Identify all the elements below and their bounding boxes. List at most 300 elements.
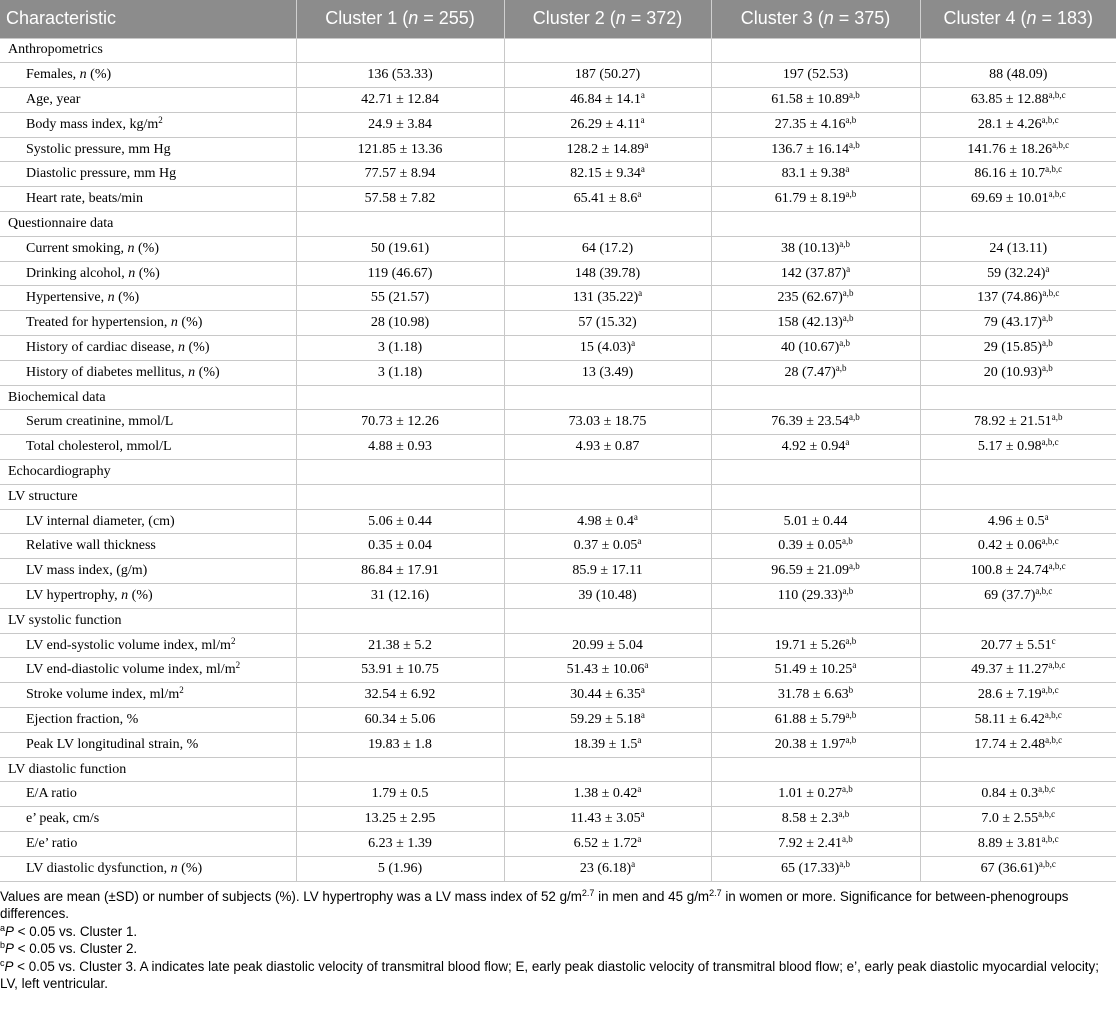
row-label-text: LV diastolic dysfunction, bbox=[26, 860, 171, 876]
cell-cluster-3 bbox=[711, 435, 920, 460]
significance-marker: a,b bbox=[1042, 337, 1053, 348]
significance-marker: a bbox=[644, 660, 649, 671]
row-label bbox=[0, 832, 296, 857]
cell-value: 39 (10.48) bbox=[578, 587, 637, 603]
cell-cluster-1 bbox=[296, 236, 504, 261]
significance-marker: a,b,c bbox=[1035, 585, 1053, 596]
cell-cluster-3 bbox=[711, 633, 920, 658]
cell-value: 27.35 ± 4.16 bbox=[774, 116, 846, 132]
section-row bbox=[0, 757, 1116, 782]
row-label-suffix: (%) bbox=[177, 860, 203, 876]
row-label bbox=[0, 112, 296, 137]
cell-value: 5.17 ± 0.98 bbox=[977, 439, 1042, 455]
cell-cluster-2 bbox=[504, 286, 711, 311]
cell-value: 1.38 ± 0.42 bbox=[573, 786, 638, 802]
cell-value: 50 (19.61) bbox=[370, 240, 430, 256]
table-row bbox=[0, 633, 1116, 658]
cell-cluster-2 bbox=[504, 807, 711, 832]
cell-cluster-1 bbox=[296, 856, 504, 881]
row-label-text: Biochemical data bbox=[8, 389, 106, 405]
row-label-suffix: (%) bbox=[114, 290, 140, 306]
header-cluster-2 bbox=[504, 0, 711, 38]
cell-cluster-1 bbox=[296, 311, 504, 336]
cell-cluster-4 bbox=[920, 187, 1116, 212]
row-label-text: Treated for hypertension, bbox=[26, 315, 171, 331]
table-row bbox=[0, 137, 1116, 162]
header-cluster-3 bbox=[711, 0, 920, 38]
section-row bbox=[0, 38, 1116, 63]
cell-value: 24 (13.11) bbox=[989, 240, 1048, 256]
table-row bbox=[0, 509, 1116, 534]
cell-cluster-1 bbox=[296, 187, 504, 212]
cell-value: 55 (21.57) bbox=[370, 290, 430, 306]
cell-value: 235 (62.67) bbox=[777, 290, 843, 306]
cell-cluster-3 bbox=[711, 584, 920, 609]
cell-cluster-2 bbox=[504, 608, 711, 633]
significance-marker: a,b bbox=[848, 139, 860, 150]
cell-cluster-2 bbox=[504, 336, 711, 361]
significance-marker: a,b,c bbox=[1041, 536, 1059, 547]
cell-cluster-1 bbox=[296, 162, 504, 187]
cell-cluster-2 bbox=[504, 236, 711, 261]
significance-marker: a bbox=[637, 833, 642, 844]
table-row bbox=[0, 658, 1116, 683]
significance-marker: a,b bbox=[835, 362, 847, 373]
cell-cluster-2 bbox=[504, 38, 711, 63]
cell-cluster-2 bbox=[504, 63, 711, 88]
cell-value: 21.38 ± 5.2 bbox=[368, 637, 432, 653]
cell-cluster-4 bbox=[920, 460, 1116, 485]
footnote-p: P bbox=[5, 941, 14, 957]
cell-value: 88 (48.09) bbox=[989, 67, 1048, 83]
header-cluster-label: Cluster 1 ( bbox=[325, 8, 409, 29]
row-label-text: Diastolic pressure, mm Hg bbox=[26, 166, 177, 182]
cell-value: 1.79 ± 0.5 bbox=[371, 786, 429, 802]
cell-value: 24.9 ± 3.84 bbox=[368, 116, 432, 132]
row-label-text: LV internal diameter, (cm) bbox=[26, 513, 175, 529]
significance-marker: a bbox=[637, 536, 642, 547]
cell-value: 40 (10.67) bbox=[780, 339, 840, 355]
significance-marker: a,b,c bbox=[1038, 858, 1056, 869]
table-row bbox=[0, 856, 1116, 881]
table-row bbox=[0, 559, 1116, 584]
cell-value: 31 (12.16) bbox=[370, 587, 430, 603]
cell-cluster-1 bbox=[296, 212, 504, 237]
cell-value: 119 (46.67) bbox=[367, 265, 433, 281]
cell-cluster-2 bbox=[504, 584, 711, 609]
cell-cluster-1 bbox=[296, 38, 504, 63]
header-cluster-label: Cluster 2 ( bbox=[532, 8, 616, 29]
row-label-text: Age, year bbox=[26, 91, 81, 107]
table-row bbox=[0, 336, 1116, 361]
significance-marker: c bbox=[1051, 635, 1056, 646]
cell-value: 19.71 ± 5.26 bbox=[774, 637, 846, 653]
cell-value: 83.1 ± 9.38 bbox=[781, 166, 846, 182]
row-label-suffix: (%) bbox=[135, 265, 160, 281]
row-label bbox=[0, 187, 296, 212]
cell-value: 3 (1.18) bbox=[377, 339, 423, 355]
cell-value: 4.92 ± 0.94 bbox=[781, 439, 846, 455]
row-label-exponent: 2 bbox=[235, 660, 241, 671]
cell-cluster-1 bbox=[296, 633, 504, 658]
cell-value: 31.78 ± 6.63 bbox=[777, 687, 849, 703]
table-row bbox=[0, 286, 1116, 311]
cell-cluster-4 bbox=[920, 212, 1116, 237]
cell-cluster-2 bbox=[504, 708, 711, 733]
footnote-c bbox=[0, 958, 1114, 993]
cell-cluster-1 bbox=[296, 460, 504, 485]
cell-cluster-3 bbox=[711, 88, 920, 113]
cell-cluster-4 bbox=[920, 757, 1116, 782]
cell-value: 57.58 ± 7.82 bbox=[364, 191, 436, 207]
cell-value: 0.35 ± 0.04 bbox=[368, 538, 432, 554]
significance-marker: a,b,c bbox=[1048, 561, 1066, 572]
cell-cluster-3 bbox=[711, 360, 920, 385]
significance-marker: a,b,c bbox=[1045, 734, 1063, 745]
cell-value: 67 (36.61) bbox=[980, 860, 1039, 876]
cell-value: 29 (15.85) bbox=[983, 339, 1043, 355]
cell-value: 197 (52.53) bbox=[782, 67, 849, 83]
cell-value: 158 (42.13) bbox=[777, 315, 843, 331]
header-cluster-4 bbox=[920, 0, 1116, 38]
footnote-a bbox=[0, 923, 1114, 941]
row-label bbox=[0, 435, 296, 460]
row-label-exponent: 2 bbox=[158, 114, 163, 125]
significance-marker: a bbox=[637, 734, 642, 745]
cell-cluster-1 bbox=[296, 112, 504, 137]
cell-cluster-1 bbox=[296, 360, 504, 385]
cell-value: 77.57 ± 8.94 bbox=[364, 166, 436, 182]
significance-marker: a bbox=[637, 784, 642, 795]
table-row bbox=[0, 435, 1116, 460]
row-label bbox=[0, 286, 296, 311]
cell-cluster-1 bbox=[296, 435, 504, 460]
significance-marker: a,b,c bbox=[1048, 89, 1066, 100]
cell-cluster-4 bbox=[920, 112, 1116, 137]
cell-cluster-3 bbox=[711, 708, 920, 733]
cell-value: 0.37 ± 0.05 bbox=[573, 538, 638, 554]
cell-value: 59 (32.24) bbox=[987, 265, 1046, 281]
significance-marker: a bbox=[640, 89, 645, 100]
header-cluster-label: Cluster 3 ( bbox=[740, 8, 824, 29]
table-row bbox=[0, 88, 1116, 113]
row-label-text: Females, bbox=[26, 67, 80, 83]
cell-cluster-4 bbox=[920, 633, 1116, 658]
significance-marker: a bbox=[852, 660, 857, 671]
cell-cluster-4 bbox=[920, 162, 1116, 187]
row-label-text: History of cardiac disease, bbox=[26, 339, 178, 355]
cell-cluster-3 bbox=[711, 856, 920, 881]
cell-cluster-3 bbox=[711, 38, 920, 63]
cell-cluster-3 bbox=[711, 807, 920, 832]
row-label bbox=[0, 608, 296, 633]
cell-cluster-1 bbox=[296, 261, 504, 286]
cell-value: 61.79 ± 8.19 bbox=[774, 191, 846, 207]
row-label-text: Questionnaire data bbox=[8, 215, 114, 231]
footnote-exponent: 2.7 bbox=[709, 887, 722, 898]
significance-marker: a bbox=[633, 511, 638, 522]
row-label-italic: n bbox=[188, 364, 196, 380]
row-label bbox=[0, 261, 296, 286]
significance-marker: a,b bbox=[842, 313, 854, 324]
significance-marker: a,b bbox=[1042, 362, 1053, 373]
cell-cluster-1 bbox=[296, 286, 504, 311]
cell-cluster-4 bbox=[920, 608, 1116, 633]
row-label-italic: n bbox=[79, 67, 87, 83]
significance-marker: a bbox=[631, 337, 636, 348]
cell-cluster-4 bbox=[920, 807, 1116, 832]
cell-value: 5.01 ± 0.44 bbox=[783, 513, 848, 529]
row-label-text: Current smoking, bbox=[26, 240, 128, 256]
cell-cluster-2 bbox=[504, 112, 711, 137]
row-label bbox=[0, 460, 296, 485]
row-label bbox=[0, 584, 296, 609]
significance-marker: a bbox=[640, 685, 645, 696]
row-label bbox=[0, 534, 296, 559]
cell-cluster-4 bbox=[920, 435, 1116, 460]
cell-value: 73.03 ± 18.75 bbox=[568, 414, 647, 430]
cell-value: 15 (4.03) bbox=[579, 339, 632, 355]
row-label-italic: n bbox=[127, 240, 135, 256]
cell-cluster-4 bbox=[920, 534, 1116, 559]
significance-marker: a,b bbox=[848, 561, 860, 572]
cell-cluster-4 bbox=[920, 683, 1116, 708]
cell-value: 148 (39.78) bbox=[574, 265, 641, 281]
footnote-text: < 0.05 vs. Cluster 3. A indicates late peak diastolic velocity of transmitral blood flow; E, early peak diastolic velocity of transmitral blood flow; e’, early peak diastolic myocardial velocity; LV, left ventricular. bbox=[0, 958, 1099, 992]
row-label-text: Stroke volume index, ml/m bbox=[26, 687, 180, 703]
significance-marker: a,b bbox=[839, 858, 851, 869]
cell-cluster-4 bbox=[920, 658, 1116, 683]
cell-value: 0.39 ± 0.05 bbox=[778, 538, 842, 554]
cell-cluster-4 bbox=[920, 311, 1116, 336]
table-row bbox=[0, 708, 1116, 733]
cell-cluster-1 bbox=[296, 534, 504, 559]
cell-value: 65.41 ± 8.6 bbox=[573, 191, 638, 207]
row-label bbox=[0, 88, 296, 113]
row-label bbox=[0, 385, 296, 410]
cell-cluster-3 bbox=[711, 286, 920, 311]
table-row bbox=[0, 410, 1116, 435]
cell-value: 61.88 ± 5.79 bbox=[774, 711, 846, 727]
cell-cluster-4 bbox=[920, 385, 1116, 410]
row-label bbox=[0, 410, 296, 435]
header-n-symbol: n bbox=[615, 8, 626, 29]
cell-cluster-3 bbox=[711, 782, 920, 807]
cell-cluster-2 bbox=[504, 385, 711, 410]
significance-marker: b bbox=[848, 685, 854, 696]
cell-value: 121.85 ± 13.36 bbox=[357, 141, 443, 157]
row-label-suffix: (%) bbox=[185, 339, 210, 355]
significance-marker: a,b,c bbox=[1044, 709, 1062, 720]
cell-cluster-3 bbox=[711, 832, 920, 857]
cell-cluster-4 bbox=[920, 782, 1116, 807]
cell-cluster-1 bbox=[296, 484, 504, 509]
section-row bbox=[0, 212, 1116, 237]
cell-value: 20.38 ± 1.97 bbox=[774, 736, 846, 752]
row-label-text: Drinking alcohol, bbox=[26, 265, 129, 281]
significance-marker: a,b bbox=[848, 412, 860, 423]
row-label-text: Body mass index, kg/m bbox=[26, 116, 159, 132]
footnote-marker: a bbox=[0, 922, 6, 933]
significance-marker: a,b bbox=[841, 536, 853, 547]
row-label bbox=[0, 162, 296, 187]
header-cluster-1 bbox=[296, 0, 504, 38]
significance-marker: a,b bbox=[841, 784, 853, 795]
cell-value: 57 (15.32) bbox=[578, 315, 637, 331]
cell-cluster-1 bbox=[296, 63, 504, 88]
significance-marker: a bbox=[640, 809, 645, 820]
header-n-value: = 375) bbox=[833, 8, 891, 29]
table-row bbox=[0, 311, 1116, 336]
cell-value: 13.25 ± 2.95 bbox=[364, 811, 436, 827]
row-label-italic: n bbox=[178, 339, 185, 355]
row-label-italic: n bbox=[170, 315, 178, 331]
cell-cluster-1 bbox=[296, 683, 504, 708]
cell-value: 65 (17.33) bbox=[780, 860, 840, 876]
cell-value: 69 (37.7) bbox=[984, 587, 1036, 603]
cell-cluster-2 bbox=[504, 534, 711, 559]
cell-value: 51.49 ± 10.25 bbox=[774, 662, 853, 678]
cell-value: 59.29 ± 5.18 bbox=[570, 711, 641, 727]
significance-marker: a bbox=[1045, 263, 1050, 274]
footnote-text: < 0.05 vs. Cluster 2. bbox=[13, 941, 138, 957]
cell-cluster-4 bbox=[920, 137, 1116, 162]
section-row bbox=[0, 484, 1116, 509]
cell-cluster-4 bbox=[920, 336, 1116, 361]
cell-value: 128.2 ± 14.89 bbox=[566, 141, 645, 157]
row-label-text: Echocardiography bbox=[8, 463, 111, 479]
cell-cluster-2 bbox=[504, 187, 711, 212]
header-n-symbol: n bbox=[823, 8, 834, 29]
table-row bbox=[0, 732, 1116, 757]
cell-cluster-2 bbox=[504, 212, 711, 237]
cell-cluster-4 bbox=[920, 261, 1116, 286]
cell-value: 13 (3.49) bbox=[581, 364, 634, 380]
cell-cluster-3 bbox=[711, 112, 920, 137]
row-label-text: LV diastolic function bbox=[8, 761, 127, 777]
cell-cluster-1 bbox=[296, 608, 504, 633]
cell-cluster-3 bbox=[711, 261, 920, 286]
row-label-suffix: (%) bbox=[195, 364, 220, 380]
cell-value: 4.93 ± 0.87 bbox=[575, 439, 640, 455]
significance-marker: a,b,c bbox=[1038, 784, 1056, 795]
cell-value: 76.39 ± 23.54 bbox=[771, 414, 849, 430]
cell-value: 53.91 ± 10.75 bbox=[361, 662, 439, 678]
table-footnotes bbox=[0, 882, 1116, 993]
cell-value: 58.11 ± 6.42 bbox=[974, 711, 1045, 727]
row-label-text: Hypertensive, bbox=[26, 290, 108, 306]
cell-value: 6.23 ± 1.39 bbox=[368, 835, 432, 851]
table-body bbox=[0, 38, 1116, 881]
cell-cluster-4 bbox=[920, 360, 1116, 385]
cell-cluster-3 bbox=[711, 311, 920, 336]
cell-value: 26.29 ± 4.11 bbox=[570, 116, 641, 132]
significance-marker: a,b,c bbox=[1041, 114, 1059, 125]
significance-marker: a bbox=[638, 288, 643, 299]
cell-value: 28 (7.47) bbox=[784, 364, 836, 380]
significance-marker: a,b bbox=[845, 114, 857, 125]
cell-cluster-3 bbox=[711, 63, 920, 88]
row-label bbox=[0, 559, 296, 584]
row-label-italic: n bbox=[128, 265, 136, 281]
row-label bbox=[0, 732, 296, 757]
row-label bbox=[0, 509, 296, 534]
cell-cluster-2 bbox=[504, 137, 711, 162]
cell-cluster-1 bbox=[296, 658, 504, 683]
row-label bbox=[0, 856, 296, 881]
row-label bbox=[0, 708, 296, 733]
cell-cluster-3 bbox=[711, 757, 920, 782]
table-row bbox=[0, 584, 1116, 609]
row-label-text: LV systolic function bbox=[8, 612, 122, 628]
cell-value: 1.01 ± 0.27 bbox=[778, 786, 842, 802]
row-label-italic: n bbox=[121, 587, 129, 603]
row-label bbox=[0, 683, 296, 708]
row-label bbox=[0, 236, 296, 261]
significance-marker: a,b,c bbox=[1048, 660, 1066, 671]
row-label-text: E/A ratio bbox=[26, 786, 77, 802]
cell-value: 18.39 ± 1.5 bbox=[573, 736, 638, 752]
significance-marker: a,b,c bbox=[1045, 164, 1063, 175]
significance-marker: a,b,c bbox=[1041, 685, 1059, 696]
table-header bbox=[0, 0, 1116, 38]
cell-value: 28 (10.98) bbox=[370, 315, 430, 331]
cell-cluster-1 bbox=[296, 336, 504, 361]
cell-cluster-2 bbox=[504, 261, 711, 286]
cell-cluster-3 bbox=[711, 509, 920, 534]
table-row bbox=[0, 187, 1116, 212]
cell-cluster-2 bbox=[504, 360, 711, 385]
cell-value: 20 (10.93) bbox=[983, 364, 1043, 380]
significance-marker: a,b bbox=[848, 89, 860, 100]
cell-value: 23 (6.18) bbox=[579, 860, 632, 876]
cell-value: 51.43 ± 10.06 bbox=[566, 662, 645, 678]
cell-cluster-3 bbox=[711, 137, 920, 162]
cell-cluster-2 bbox=[504, 484, 711, 509]
cell-cluster-4 bbox=[920, 509, 1116, 534]
row-label-exponent: 2 bbox=[230, 635, 236, 646]
significance-marker: a bbox=[637, 189, 642, 200]
cell-value: 137 (74.86) bbox=[977, 290, 1043, 306]
cell-cluster-1 bbox=[296, 88, 504, 113]
significance-marker: a,b bbox=[845, 635, 857, 646]
cell-value: 86.16 ± 10.7 bbox=[974, 166, 1046, 182]
row-label-text: LV end-diastolic volume index, ml/m bbox=[26, 662, 236, 678]
cell-value: 69.69 ± 10.01 bbox=[970, 191, 1049, 207]
significance-marker: a,b bbox=[845, 709, 857, 720]
cell-cluster-2 bbox=[504, 509, 711, 534]
table-row bbox=[0, 832, 1116, 857]
row-label bbox=[0, 782, 296, 807]
row-label-text: Anthropometrics bbox=[8, 42, 103, 58]
cell-cluster-1 bbox=[296, 807, 504, 832]
cell-cluster-4 bbox=[920, 236, 1116, 261]
cell-cluster-1 bbox=[296, 584, 504, 609]
cell-cluster-2 bbox=[504, 683, 711, 708]
cell-cluster-2 bbox=[504, 559, 711, 584]
row-label-text: Heart rate, beats/min bbox=[26, 191, 144, 207]
header-n-value: = 255) bbox=[418, 8, 475, 29]
significance-marker: a,b bbox=[1051, 412, 1063, 423]
row-label bbox=[0, 63, 296, 88]
significance-marker: a,b bbox=[838, 809, 850, 820]
header-characteristic: Characteristic bbox=[0, 0, 296, 38]
cell-cluster-2 bbox=[504, 832, 711, 857]
footnote-text: Values are mean (±SD) or number of subjects (%). LV hypertrophy was a LV mass index of 52 g/m bbox=[0, 888, 582, 904]
row-label-text: E/e’ ratio bbox=[26, 835, 78, 851]
row-label bbox=[0, 633, 296, 658]
significance-marker: a,b,c bbox=[1052, 139, 1070, 150]
